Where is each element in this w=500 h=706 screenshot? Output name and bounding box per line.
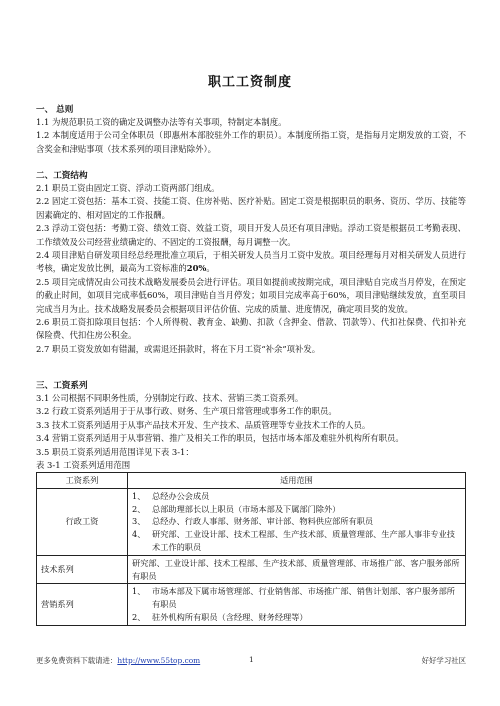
paragraph: 1.2 本制度适用于公司全体职员（即惠州本部胶驻外工作的职员）。本制度所指工资，是指每月定期发放的工资，不含奖金和津贴事项（技术系列的项目津贴除外）。 — [36, 130, 466, 154]
item-number: 4、 — [132, 529, 146, 540]
paragraph: 3.1 公司根据不同职务性质，分别制定行政、技术、营销三类工资系列。 — [36, 393, 304, 403]
table-row — [37, 584, 466, 625]
series-type-cell: 行政工资 — [37, 488, 128, 555]
item-text: 研究部、工业设计部、技术工程部、生产技术部、质量管理部、生产部人事非专业技术工作的职员 — [152, 529, 455, 553]
scope-cell: 研究部、工业设计部、技术工程部、生产技术部、质量管理部、市场推广部、客户服务部所有职员 — [128, 555, 466, 584]
item-text: 总部助理部长以上职员（市场本部及下属部门除外） — [152, 503, 341, 514]
scope-list — [132, 585, 461, 623]
item-number: 3、 — [132, 516, 146, 527]
paragraph — [36, 249, 466, 276]
item-text: 总经办公会成员 — [152, 490, 210, 501]
list-item — [132, 515, 461, 528]
section-heading: 二、工资结构 — [36, 171, 88, 181]
table-header-cell: 适用范围 — [128, 473, 466, 489]
footer-right: 好好学习社区 — [421, 656, 466, 665]
salary-series-table — [36, 472, 466, 626]
page-title: 职工工资制度 — [207, 75, 292, 90]
section-general — [36, 104, 466, 156]
paragraph: 3.3 技术工资系列适用于从事产品技术开发、生产技术、品质管理等专业技术工作的人员。 — [36, 419, 371, 430]
item-text: 驻外机构所有职员（含经理、财务经理等） — [152, 612, 308, 622]
table-row — [37, 555, 466, 584]
paragraph: 2.2 固定工资包括：基本工资、技能工资、住房补贴、医疗补贴。固定工资是根据职员的职务、资历、学历、技能等因素确定的、相对固定的工作报酬。 — [36, 196, 466, 220]
paragraph: 3.2 行政工资系列适用于于从事行政、财务、生产项日常管理或事务工作的职员。 — [36, 406, 337, 417]
list-item — [132, 490, 461, 503]
footer-link[interactable]: http://www.55top.com — [117, 656, 201, 665]
scope-cell — [128, 488, 466, 555]
table-row — [37, 488, 466, 555]
series-type-cell: 营销系列 — [37, 584, 128, 625]
scope-cell — [128, 584, 466, 625]
paragraph-text: 。 — [206, 263, 215, 274]
section-heading: 一、 总则 — [36, 105, 74, 115]
footer-left — [36, 655, 200, 666]
paragraph: 2.6 职员工资扣除项目包括：个人所得税、教育金、缺勤、扣款（含押金、借款、罚款等）、代扣社保费、代扣补充保险费、代扣住房公积金。 — [36, 317, 466, 341]
paragraph: 2.5 项目完成情况由公司技术战略发展委员会进行评估。项目如提前或按期完成，项目津贴自完成当月停发，在预定的截止时间，如项目完成率低60%，项目津贴自当月停发；如项目完成率高于60%，项目津贴继续发放，直至项目完成当月为止。技术战略发展委员会根据项目评估价值、完成的质量、进度情况，确定项目奖的发放。 — [36, 276, 466, 314]
item-text: 总经办、行政人事部、财务部、审计部、物料供应部所有职员 — [152, 516, 374, 527]
page-number: 1 — [249, 655, 254, 664]
table-header-row — [37, 473, 466, 489]
scope-list — [132, 490, 461, 554]
section-salary-structure — [36, 170, 466, 356]
table-title: 表 3-1 工资系列适用范围 — [36, 460, 131, 471]
paragraph: 2.3 浮动工资包括：考勤工资、绩效工资、效益工资，项目开发人员还有项目津贴。浮动工资是根据员工考勤表现、工作绩效及公司经营业绩确定的、不固定的工资报酬，每月调整一次。 — [36, 223, 466, 247]
max-percentage: 20% — [186, 263, 207, 274]
paragraph: 3.4 营销工资系列适用于从事营销、推广及相关工作的职员，包括市场本部及难驻外机构所有职员。 — [36, 433, 404, 444]
table-header-cell: 工资系列 — [37, 473, 128, 489]
paragraph-text: 2.4 项目津贴自研发项目经总经理批准立项后，于相关研发人员当月工资中发放。项目经理每月对相关研发人员进行考核，确定发放比例，最高为工资标准的 — [36, 250, 466, 274]
list-item — [132, 528, 461, 554]
section-heading: 三、工资系列 — [36, 381, 88, 391]
item-number: 1、 — [132, 490, 146, 501]
list-item — [132, 611, 461, 624]
series-type-cell: 技术系列 — [37, 555, 128, 584]
paragraph: 1.1 为规范职员工资的确定及调整办法等有关事项，特制定本制度。 — [36, 117, 287, 127]
paragraph: 2.7 职员工资发放如有错漏，或需退还捐款时，将在下月工资“补余”项补发。 — [36, 343, 321, 354]
item-text: 市场本部及下属市场管理部、行业销售部、市场推广部、销售计划部、客户服务部所有职员 — [152, 586, 455, 610]
paragraph: 3.5 职员工资系列适用范围详见下表 3-1： — [36, 446, 194, 457]
footer-label: 更多免费资料下载请进： — [36, 656, 118, 665]
list-item — [132, 585, 461, 611]
item-number: 2、 — [132, 612, 146, 622]
list-item — [132, 503, 461, 516]
item-number: 1、 — [132, 586, 146, 597]
section-salary-series — [36, 380, 466, 626]
item-number: 2、 — [132, 503, 146, 514]
paragraph: 2.1 职员工资由固定工资、浮动工资两部门组成。 — [36, 183, 220, 193]
